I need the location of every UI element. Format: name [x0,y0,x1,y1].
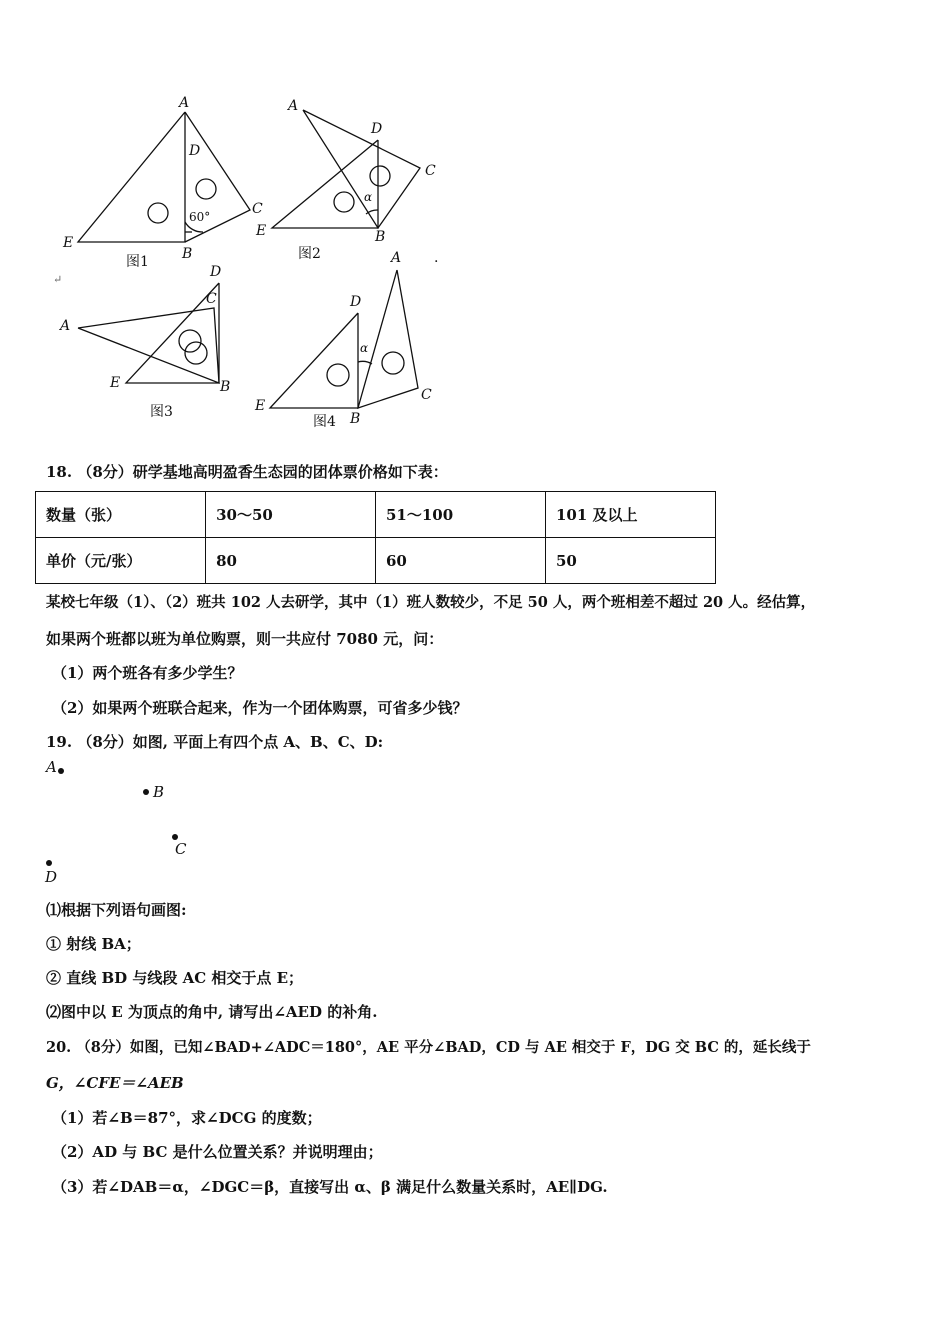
table-cell: 数量（张） [36,492,206,538]
price-table [35,491,716,584]
fig1-hole-1 [148,203,168,223]
q18-part-1: （1）两个班各有多少学生？ [52,664,243,682]
fig1-label-C: C [252,201,263,217]
q20-part-2: （2）AD 与 BC 是什么位置关系？并说明理由； [52,1143,383,1161]
fig3-label-C: C [206,291,217,307]
fig2-label-C: C [425,163,436,179]
return-mark: ↵ [53,273,63,286]
q20-part-3: （3）若∠DAB＝α，∠DGC＝β，直接写出 α、β 满足什么数量关系时，AE∥DG. [52,1178,608,1196]
fig4-label-A: A [391,250,402,266]
fig1-label-A: A [179,95,190,111]
table-cell: 60 [376,538,546,584]
fig2-alpha-label: α [364,190,373,204]
q19-part-2: ⑵图中以 E 为顶点的角中, 请写出∠AED 的补角. [46,1003,378,1021]
fig3-hole-2 [185,342,207,364]
q20-line-2: G，∠CFE＝∠AEB [46,1074,184,1092]
fig2-caption: 图2 [298,246,321,262]
fig1-label-E: E [63,235,74,251]
fig1-label-B: B [182,246,193,262]
fig2-label-D: D [371,121,383,137]
q19-part-1: ⑴根据下列语句画图: [46,901,187,919]
q20-part-1: （1）若∠B＝87°，求∠DCG 的度数； [52,1109,322,1127]
table-cell: 101 及以上 [545,492,715,538]
q18-text-2: 如果两个班都以班为单位购票，则一共应付 7080 元，问： [46,630,444,648]
fig4-triangle-DBE [270,313,358,408]
fig4-hole-1 [327,364,349,386]
table-row [36,492,716,538]
fig4-hole-2 [382,352,404,374]
fig1-caption: 图1 [126,254,149,270]
geometry-figures [0,90,480,440]
fig2-hole-2 [370,166,390,186]
point-A-label: A [46,758,57,776]
table-cell: 30～50 [206,492,376,538]
fig2-label-B: B [375,229,386,245]
point-B [143,789,149,795]
fig2-label-A: A [288,98,299,114]
fig3-label-B: B [220,379,231,395]
fig4-triangle-ABC [358,270,418,408]
fig1-triangle-ABE [78,112,185,242]
table-cell: 50 [545,538,715,584]
point-B-label: B [153,783,165,801]
table-cell: 51～100 [376,492,546,538]
stray-dot: . [434,250,439,266]
q18-part-2: （2）如果两个班联合起来，作为一个团体购票，可省多少钱？ [52,699,468,717]
fig3-label-E: E [110,375,121,391]
q20-title: 20. （8分）如图，已知∠BAD+∠ADC＝180°，AE 平分∠BAD，CD 与 AE 相交于 F，DG 交 BC 的，延长线于 [46,1039,811,1056]
q18-text-1: 某校七年级（1）、（2）班共 102 人去研学，其中（1）班人数较少，不足 50 人，两个班相差不超过 20 人。经估算， [46,594,816,611]
q19-step-2: ② 直线 BD 与线段 AC 相交于点 E； [46,969,304,987]
fig3-hole-1 [179,330,201,352]
fig2-triangle-DBE [272,140,378,228]
fig3-label-D: D [210,264,222,280]
table-row [36,538,716,584]
fig1-angle-label: 60° [189,210,211,224]
point-C-label: C [175,840,187,858]
q19-points [30,755,230,890]
fig4-caption: 图4 [313,414,336,430]
fig4-label-C: C [421,387,432,403]
fig3-triangle-ABC [78,308,219,383]
fig4-label-E: E [255,398,266,414]
point-D-label: D [45,868,58,886]
fig4-label-D: D [350,294,362,310]
fig2-alpha-arc [366,210,378,214]
fig4-alpha-label: α [360,341,369,355]
q19-title: 19. （8分）如图, 平面上有四个点 A、B、C、D: [46,733,384,751]
point-A [58,768,64,774]
fig2-label-E: E [256,223,267,239]
q18-title: 18. （8分）研学基地高明盈香生态园的团体票价格如下表： [46,463,448,481]
fig2-hole-1 [334,192,354,212]
q19-step-1: ① 射线 BA； [46,935,141,953]
point-D [46,860,52,866]
fig3-label-A: A [60,318,71,334]
fig4-label-B: B [350,411,361,427]
fig1-label-D: D [189,143,201,159]
table-cell: 80 [206,538,376,584]
fig3-caption: 图3 [150,404,173,420]
fig1-hole-2 [196,179,216,199]
fig2-triangle-ABC [303,110,420,228]
table-cell: 单价（元/张） [36,538,206,584]
